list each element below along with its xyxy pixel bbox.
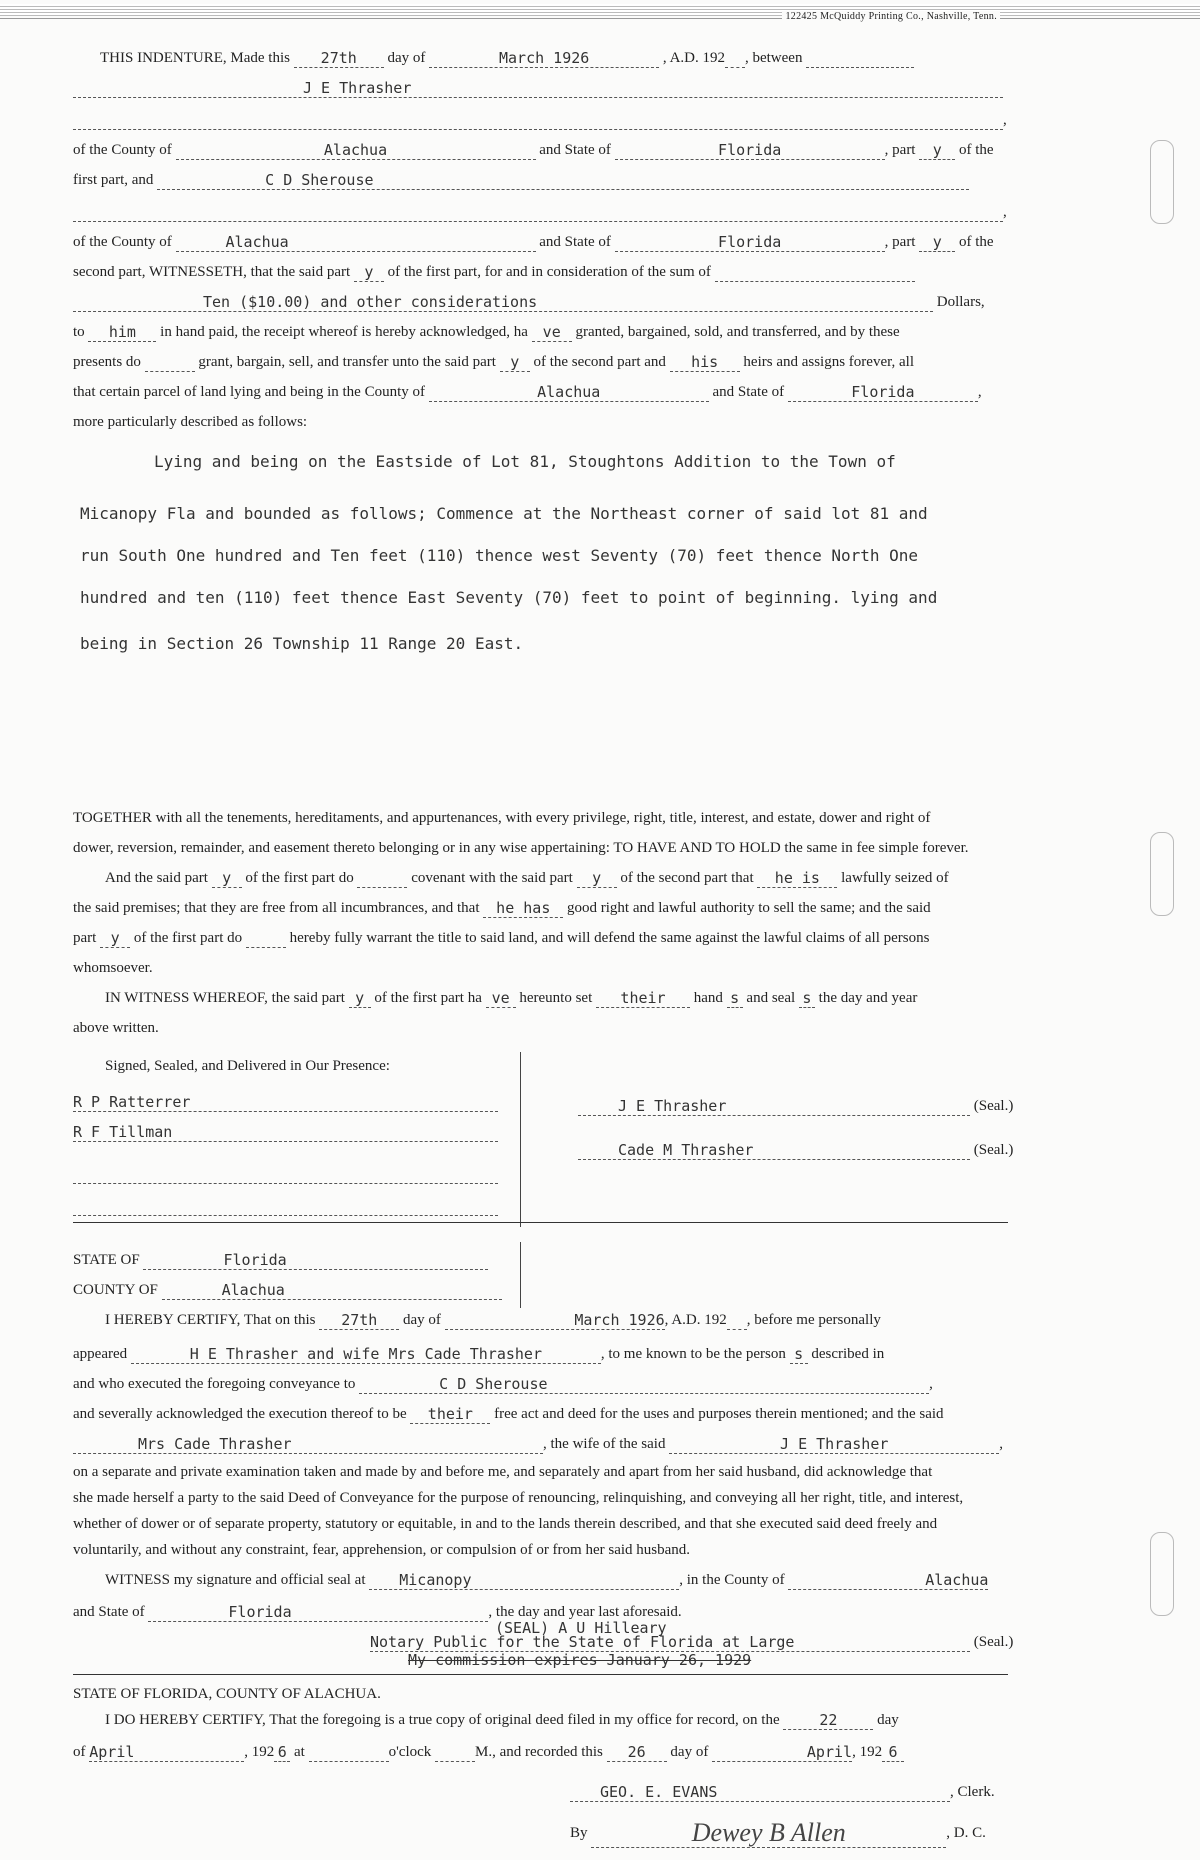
record-day-field[interactable]: 22 [783,1711,873,1730]
witnesseth-line [73,262,915,282]
label: day [877,1712,899,1728]
label: and who executed the foregoing conveyance to [73,1376,356,1392]
witness-sig-2 [73,1122,498,1142]
grantee-line [73,170,969,190]
state-field[interactable]: Florida [615,141,885,160]
label: the day and year [818,990,918,1006]
label: M., and recorded this [475,1744,603,1760]
label: of the County of [73,142,172,158]
recorded-day-field[interactable]: 26 [607,1743,667,1762]
wife-line: Mrs Cade Thrasher , the wife of the said J E Thrasher , [73,1434,1003,1454]
label: of the County of [73,234,172,250]
deputy-line [570,1818,986,1848]
label: , Clerk. [950,1784,995,1800]
section-rule [73,1674,1008,1675]
label: hereunto set [519,990,593,1006]
wife-field[interactable]: Mrs Cade Thrasher [73,1435,543,1454]
blank-field [357,887,407,888]
margin-mark [1150,832,1174,916]
month-year-field[interactable]: March 1926 [445,1311,665,1330]
warrant-line [73,928,929,948]
presence-label: Signed, Sealed, and Delivered in Our Presence: [105,1058,390,1074]
he-is-field[interactable]: he is [757,869,837,888]
label: , in the County of [679,1572,785,1588]
witness-sig-3 [73,1164,498,1184]
certify-line [105,1310,881,1330]
part-suffix-field[interactable]: y [577,869,617,888]
together-line-1: TOGETHER with all the tenements, hereditaments, and appurtenances, with every privilege, right, title, interest, and estate, dower and right of [73,810,931,826]
witness-sig-1 [73,1092,498,1112]
s-field[interactable]: s [799,989,815,1008]
witness-name-field[interactable]: R P Ratterrer [73,1093,498,1112]
label: o'clock [388,1744,432,1760]
blank-field [246,947,286,948]
county-field[interactable]: Alachua [176,233,536,252]
seal-label: (Seal.) [973,1098,1014,1114]
witness-name-field[interactable]: R F Tillman [73,1123,498,1142]
state-field[interactable]: Florida [788,383,978,402]
label: and State of [73,1604,145,1620]
label: , between [744,50,803,66]
label: of [73,1744,86,1760]
signer-line-2 [578,1140,1013,1160]
blank-field [145,371,195,372]
label: WITNESS my signature and official seal at [105,1572,366,1588]
label: covenant with the said part [411,870,573,886]
label: I HEREBY CERTIFY, That on this [105,1312,316,1328]
separate-line-1: on a separate and private examination taken and made by and before me, and separately and apart from her said husband, did acknowledge that [73,1464,933,1480]
label: to [73,324,85,340]
label: appeared [73,1346,128,1362]
label: THIS INDENTURE, Made this [100,50,290,66]
part-suffix-field[interactable]: y [354,263,384,282]
part-suffix-field[interactable]: y [349,989,371,1008]
label: part [73,930,97,946]
signature-brace [520,1052,521,1227]
receipt-line [73,322,900,342]
label: , the wife of the said [543,1436,666,1452]
label: day of [403,1312,441,1328]
label: first part, and [73,172,154,188]
state-field[interactable]: Florida [143,1251,488,1270]
severally-line [73,1404,944,1424]
grantee-field[interactable]: C D Sherouse [157,171,969,190]
clerk-line [570,1782,995,1802]
label: good right and lawful authority to sell the same; and the said [567,900,931,916]
am-pm-field[interactable] [435,1761,475,1762]
separate-line-2: she made herself a party to the said Deed of Conveyance for the purpose of renouncing, relinquishing, and conveying all her right, title, and interest, [73,1490,964,1506]
printer-imprint: 122425 McQuiddy Printing Co., Nashville, Tenn. [782,11,1000,22]
sum-line [73,292,985,312]
county-field[interactable]: Alachua [788,1571,988,1590]
witness-sig-4 [73,1196,498,1216]
month-year-field[interactable]: March 1926 [429,49,659,68]
description-line: being in Section 26 Township 11 Range 20 East. [80,634,524,653]
notary-line [370,1632,1013,1652]
label: , to me known to be the person [600,1346,786,1362]
blank-field [73,221,1003,222]
label: STATE OF [73,1252,140,1268]
commission-expiry: My commission expires January 26, 1929 [408,1651,752,1669]
have-field[interactable]: ve [486,989,516,1008]
label: , before me personally [746,1312,881,1328]
record-heading: STATE OF FLORIDA, COUNTY OF ALACHUA. [73,1686,381,1702]
he-has-field[interactable]: he has [483,899,563,918]
label: of the [958,142,994,158]
separate-line-3: whether of dower or of separate property, statutory or equitable, in and to the lands therein described, and that she executed said deed freely and [73,1516,938,1532]
top-border [0,4,1200,16]
label: And the said part [105,870,208,886]
oclock-field[interactable] [309,1761,389,1762]
blank-field [806,67,914,68]
label: and State of [539,142,611,158]
label: , part [884,234,916,250]
indenture-line [100,48,914,68]
label: day of [387,50,426,66]
s-field[interactable]: s [727,989,743,1008]
deputy-signature[interactable]: Dewey B Allen [591,1819,946,1848]
blank-line: , [73,202,1007,222]
together-line-2: dower, reversion, remainder, and easement thereto belonging or in any wise appertaining: TO HAVE AND TO HOLD the same in fee simple forever. [73,840,969,856]
state-field[interactable]: Florida [148,1603,488,1622]
label: second part, WITNESSETH, that the said part [73,264,351,280]
place-field[interactable]: Micanopy [369,1571,679,1590]
label: of the first part, for and in consideration of the sum of [387,264,711,280]
county-field[interactable]: Alachua [429,383,709,402]
label: , A.D. 192 [662,50,725,66]
label: and State of [539,234,611,250]
grantor-field[interactable]: J E Thrasher [73,79,1003,98]
label: described in [811,1346,885,1362]
s-field[interactable]: s [790,1345,808,1364]
label: lawfully seized of [841,870,949,886]
clerk-field[interactable]: GEO. E. EVANS [570,1783,950,1802]
county-field[interactable]: Alachua [162,1281,502,1300]
description-line: run South One hundred and Ten feet (110) thence west Seventy (70) feet thence North One [80,546,919,565]
label: in hand paid, the receipt whereof is hereby acknowledged, ha [160,324,528,340]
top-rule [0,18,1200,19]
seal-label: (Seal.) [973,1142,1014,1158]
label: and severally acknowledged the execution thereof to be [73,1406,407,1422]
day-field[interactable]: 27th [294,49,384,68]
label: hand [693,990,723,1006]
to-field[interactable]: him [88,323,156,342]
description-line: hundred and ten (110) feet thence East Seventy (70) feet to point of beginning. lying and [80,588,938,607]
label: Dollars, [936,294,985,310]
state-field[interactable]: Florida [615,233,885,252]
ack-state-line [73,1250,488,1270]
ack-county-line [73,1280,502,1300]
label: the said premises; that they are free from all incumbrances, and that [73,900,480,916]
signer-field[interactable]: J E Thrasher [578,1097,970,1116]
label: presents do [73,354,141,370]
label: free act and deed for the uses and purposes therein mentioned; and the said [494,1406,944,1422]
label: of the first part do [133,930,243,946]
notary-field[interactable]: Notary Public for the State of Florida at Large [370,1633,970,1652]
label: of the first part do [245,870,354,886]
described-line: more particularly described as follows: [73,414,308,430]
county-line-1 [73,140,994,160]
persons-field[interactable]: H E Thrasher and wife Mrs Cade Thrasher [131,1345,601,1364]
blank-field [73,129,1003,130]
witness-signature-line [105,1570,988,1590]
record-certify-line [105,1710,899,1730]
label: and seal [746,990,796,1006]
record-month-field[interactable]: April [89,1743,244,1762]
their-field[interactable]: their [596,989,690,1008]
label: and State of [712,384,785,400]
year-digit-field[interactable] [725,67,745,68]
recorded-year-field[interactable]: 6 [882,1743,904,1762]
notary-name: (SEAL) A U Hilleary [495,1619,667,1637]
section-rule [73,1222,1008,1223]
grantee-field[interactable]: C D Sherouse [359,1375,929,1394]
label: grant, bargain, sell, and transfer unto the said part [198,354,496,370]
blank-line: , [73,110,1007,130]
label: , A.D. 192 [664,1312,727,1328]
sum-field[interactable]: Ten ($10.00) and other considerations [73,293,933,312]
part-suffix-field[interactable]: y [212,869,242,888]
signer-line-1 [578,1096,1013,1116]
county-line-2 [73,232,994,252]
premises-line [73,898,931,918]
label: , the day and year last aforesaid. [488,1604,682,1620]
separate-line-4: voluntarily, and without any constraint, fear, apprehension, or compulsion of or from her said husband. [73,1542,691,1558]
recorded-month-field[interactable]: April [712,1743,852,1762]
whomsoever-line: whomsoever. [73,960,153,976]
have-field[interactable]: ve [532,323,572,342]
label: of the [958,234,994,250]
label: COUNTY OF [73,1282,158,1298]
above-written-line: above written. [73,1020,159,1036]
their-field[interactable]: their [410,1405,490,1424]
record-year-field[interactable]: 6 [274,1743,290,1762]
label: , part [884,142,916,158]
state-brace [520,1242,521,1308]
label: that certain parcel of land lying and being in the County of [73,384,425,400]
label: By [570,1825,588,1841]
signer-field[interactable]: Cade M Thrasher [578,1141,970,1160]
seal-label: (Seal.) [973,1634,1014,1650]
year-digit-field[interactable] [727,1329,747,1330]
label: of the first part ha [374,990,482,1006]
blank-field [715,281,915,282]
blank-field [73,1215,498,1216]
label: heirs and assigns forever, all [743,354,915,370]
his-field[interactable]: his [670,353,740,372]
witness-whereof-line [105,988,917,1008]
husband-field[interactable]: J E Thrasher [669,1435,999,1454]
blank-field [73,1183,498,1184]
part-suffix-field[interactable]: y [919,141,955,160]
part-suffix-field[interactable]: y [500,353,530,372]
appeared-line [73,1344,884,1364]
label: , 192 [244,1744,275,1760]
description-line: Micanopy Fla and bounded as follows; Commence at the Northeast corner of said lot 81 and [80,504,928,523]
label: hereby fully warrant the title to said land, and will defend the same against the lawful claims of all persons [289,930,930,946]
executed-line: and who executed the foregoing conveyance to C D Sherouse , [73,1375,933,1393]
margin-mark [1150,140,1174,224]
presents-line [73,352,914,372]
label: I DO HEREBY CERTIFY, That the foregoing is a true copy of original deed filed in my office for record, on the [105,1712,780,1728]
part-suffix-field[interactable]: y [919,233,955,252]
part-suffix-field[interactable]: y [100,929,130,948]
description-line: Lying and being on the Eastside of Lot 81, Stoughtons Addition to the Town of [154,452,896,471]
county-field[interactable]: Alachua [176,141,536,160]
label: day of [670,1744,709,1760]
label: , D. C. [946,1825,986,1841]
label: IN WITNESS WHEREOF, the said part [105,990,345,1006]
label: of the second part that [620,870,754,886]
label: of the second part and [533,354,666,370]
margin-mark [1150,1532,1174,1616]
grantor-line [73,78,1003,98]
record-date-line: of April , 192 6 at o'clock M., and recorded this 26 day of April, 192 6 [73,1742,904,1762]
label: granted, bargained, sold, and transferred, and by these [575,324,900,340]
label: at [294,1744,305,1760]
parcel-line: that certain parcel of land lying and being in the County of Alachua and State of Florida , [73,383,982,401]
day-field[interactable]: 27th [319,1311,399,1330]
covenant-line [105,868,949,888]
